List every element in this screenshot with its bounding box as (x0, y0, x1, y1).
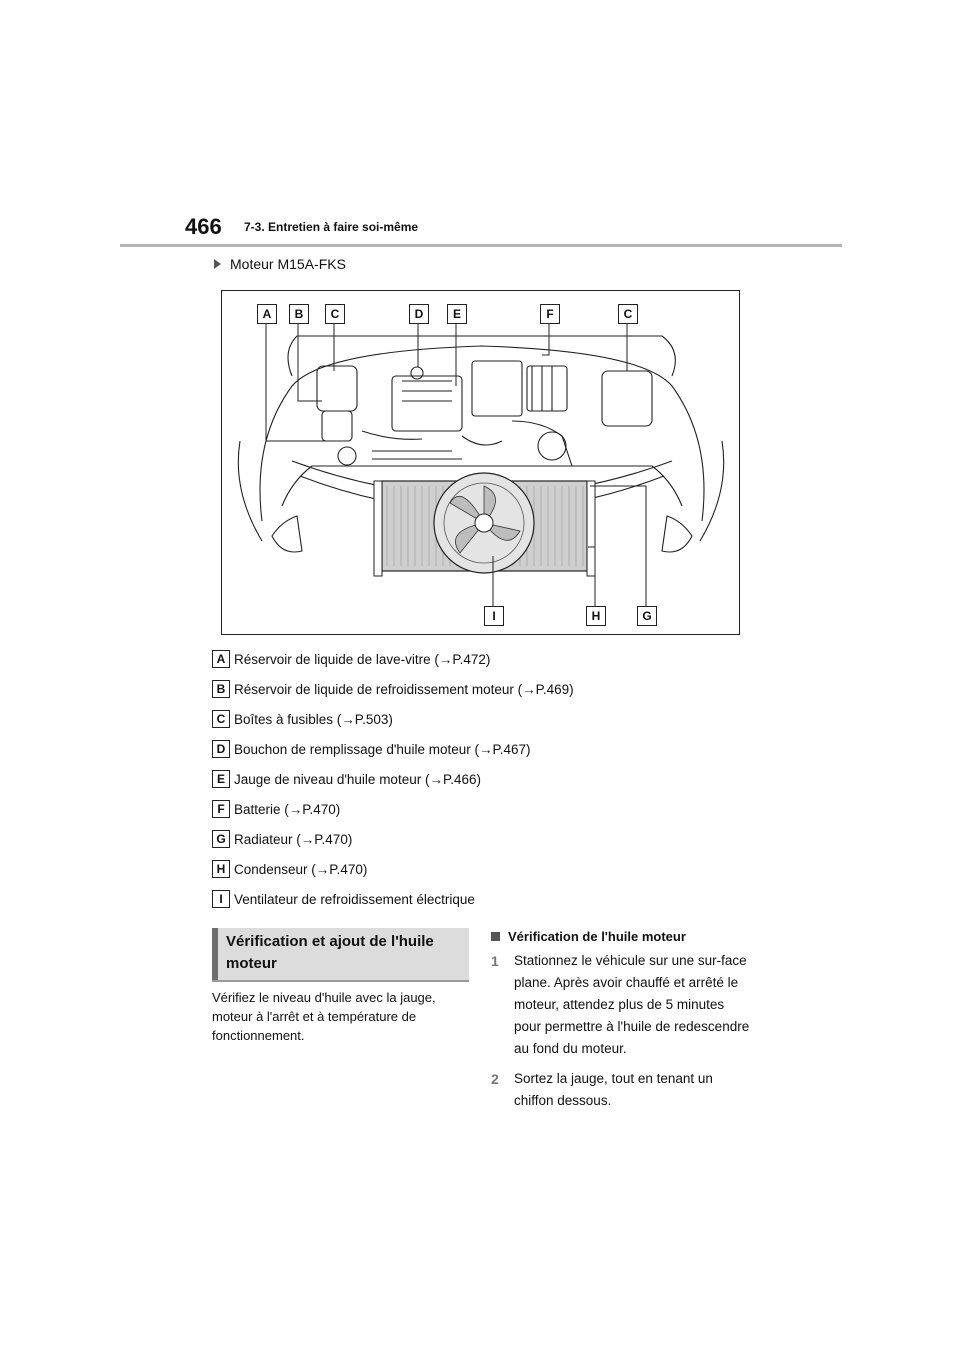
legend-letter: A (212, 650, 230, 668)
subsection-title-text: Moteur M15A-FKS (230, 256, 346, 272)
page-number: 466 (185, 214, 222, 239)
header-rule (120, 244, 842, 247)
section-title: Vérification et ajout de l'huile moteur (226, 933, 434, 972)
legend-text: Radiateur (→P.470) (234, 831, 353, 847)
legend-item (212, 674, 742, 704)
callout-g: G (637, 606, 657, 626)
legend-letter: H (212, 860, 230, 878)
procedure-heading-text: Vérification de l'huile moteur (508, 928, 686, 944)
callout-f: F (540, 304, 560, 324)
legend-letter: B (212, 680, 230, 698)
callout-d: D (409, 304, 429, 324)
legend-list (212, 644, 742, 914)
legend-text: Réservoir de liquide de refroidissement moteur (→P.469) (234, 681, 574, 697)
legend-item (212, 704, 742, 734)
callout-c-left: C (325, 304, 345, 324)
callout-i: I (484, 606, 504, 626)
legend-text: Réservoir de liquide de lave-vitre (→P.472) (234, 651, 491, 667)
legend-item (212, 644, 742, 674)
legend-text: Jauge de niveau d'huile moteur (→P.466) (234, 771, 481, 787)
callout-h: H (586, 606, 606, 626)
legend-letter: E (212, 770, 230, 788)
legend-item (212, 794, 742, 824)
callout-b: B (289, 304, 309, 324)
legend-letter: D (212, 740, 230, 758)
legend-text: Ventilateur de refroidissement électrique (234, 891, 475, 907)
procedure-heading (491, 926, 761, 946)
legend-item (212, 734, 742, 764)
legend-text: Bouchon de remplissage d'huile moteur (→P.467) (234, 741, 531, 757)
legend-letter: G (212, 830, 230, 848)
callout-e: E (447, 304, 467, 324)
procedure-column (491, 926, 761, 1112)
legend-letter: I (212, 890, 230, 908)
procedure-step (491, 950, 761, 1060)
legend-text: Batterie (→P.470) (234, 801, 341, 817)
callout-a: A (257, 304, 277, 324)
procedure-step (491, 1068, 761, 1112)
section-header: 7-3. Entretien à faire soi-même (244, 220, 419, 234)
legend-item (212, 824, 742, 854)
step-text: Stationnez le véhicule sur une sur-face plane. Après avoir chauffé et arrêté le moteur, attendez plus de 5 minutes pour permettre à l'huile de redescendre au fond du moteur. (514, 953, 750, 1056)
legend-letter: C (212, 710, 230, 728)
square-bullet-icon (491, 932, 500, 941)
section-title-box (212, 928, 469, 982)
intro-paragraph: Vérifiez le niveau d'huile avec la jauge, moteur à l'arrêt et à température de fonctionnement. (212, 990, 436, 1043)
engine-bay-figure (221, 290, 740, 635)
legend-text: Boîtes à fusibles (→P.503) (234, 711, 393, 727)
subsection-title (212, 256, 346, 272)
legend-item (212, 764, 742, 794)
engine-bay-illustration (222, 291, 740, 635)
legend-item (212, 884, 742, 914)
step-number: 1 (491, 953, 499, 969)
legend-item (212, 854, 742, 884)
step-text: Sortez la jauge, tout en tenant un chiffon dessous. (514, 1071, 713, 1108)
callout-c-right: C (618, 304, 638, 324)
legend-letter: F (212, 800, 230, 818)
triangle-bullet-icon (214, 259, 221, 269)
step-number: 2 (491, 1071, 499, 1087)
section-title-accent-bar (212, 928, 218, 980)
legend-text: Condenseur (→P.470) (234, 861, 368, 877)
